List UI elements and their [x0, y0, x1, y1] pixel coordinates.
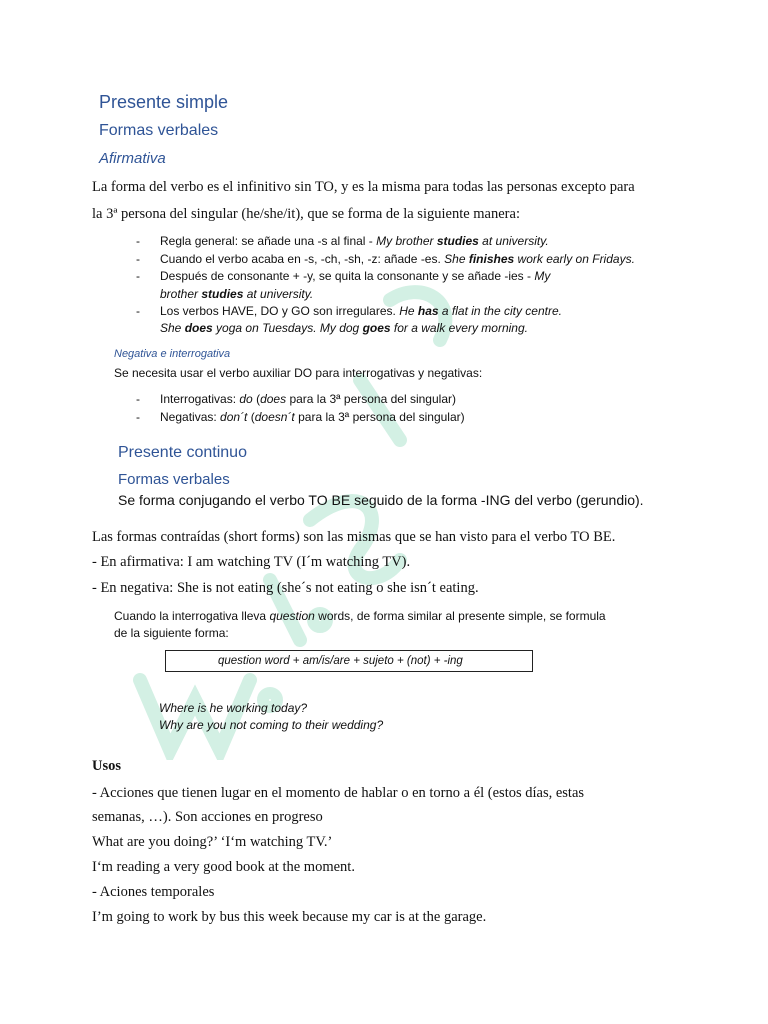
dash-bullet: -	[136, 304, 140, 318]
subheading-formas-verbales-2: Formas verbales	[118, 471, 230, 488]
subheading-formas-verbales: Formas verbales	[99, 122, 219, 139]
example-question-1: Where is he working today?	[159, 701, 308, 715]
question-line-2: de la siguiente forma:	[114, 626, 229, 640]
usos-heading: Usos	[92, 758, 122, 774]
contracted-line-3: - En negativa: She is not eating (she´s not eating o she isn´t eating.	[92, 580, 479, 596]
formula-text: question word + am/is/are + sujeto + (not) + -ing	[218, 655, 463, 667]
formation-rule: Se forma conjugando el verbo TO BE seguido de la forma -ING del verbo (gerundio).	[118, 492, 644, 508]
page-title: Presente simple	[99, 92, 229, 112]
usos-line-1: - Acciones que tienen lugar en el momento de hablar o en torno a él (estos días, estas	[92, 785, 585, 801]
intro-line-1: La forma del verbo es el infinitivo sin TO, y es la misma para todas las personas excepto para	[92, 179, 635, 195]
section-title-presente-continuo: Presente continuo	[118, 444, 247, 461]
dash-bullet: -	[136, 410, 140, 424]
usos-line-6: I’m going to work by bus this week because my car is at the garage.	[92, 909, 487, 925]
bullet-consonante-y: Después de consonante + -y, se quita la consonante y se añade -ies - My	[160, 269, 551, 283]
intro-line-2: la 3ª persona del singular (he/she/it), que se forma de la siguiente manera:	[92, 206, 520, 222]
dash-bullet: -	[136, 234, 140, 248]
bullet-interrogativas: Interrogativas: do (does para la 3ª persona del singular)	[160, 392, 456, 406]
bullet-irregulares: Los verbos HAVE, DO y GO son irregulares. He has a flat in the city centre.	[160, 304, 562, 318]
bullet-acaba-en: Cuando el verbo acaba en -s, -ch, -sh, -z: añade -es. She finishes work early on Fridays.	[160, 252, 635, 266]
question-line-1: Cuando la interrogativa lleva question words, de forma similar al presente simple, se formula	[114, 609, 606, 623]
example-question-2: Why are you not coming to their wedding?	[159, 718, 384, 732]
usos-line-3: What are you doing?’ ‘I‘m watching TV.’	[92, 834, 333, 850]
bullet-negativas: Negativas: don´t (doesn´t para la 3ª persona del singular)	[160, 410, 465, 424]
bullet-consonante-y-cont: brother studies at university.	[160, 287, 314, 301]
contracted-line-2: - En afirmativa: I am watching TV (I´m watching TV).	[92, 554, 411, 570]
usos-line-2: semanas, …). Son acciones en progreso	[92, 809, 323, 825]
dash-bullet: -	[136, 252, 140, 266]
contracted-line-1: Las formas contraídas (short forms) son las mismas que se han visto para el verbo TO BE.	[92, 529, 616, 545]
usos-line-5: - Aciones temporales	[92, 884, 215, 900]
bullet-irregulares-cont: She does yoga on Tuesdays. My dog goes for a walk every morning.	[160, 321, 528, 335]
dash-bullet: -	[136, 392, 140, 406]
bullet-regla-general: Regla general: se añade una -s al final - My brother studies at university.	[160, 234, 549, 248]
usos-line-4: I‘m reading a very good book at the moment.	[92, 859, 355, 875]
dash-bullet: -	[136, 269, 140, 283]
subheading-negativa-interrogativa: Negativa e interrogativa	[114, 348, 231, 360]
neg-intro: Se necesita usar el verbo auxiliar DO para interrogativas y negativas:	[114, 366, 483, 380]
subheading-afirmativa: Afirmativa	[99, 150, 166, 167]
